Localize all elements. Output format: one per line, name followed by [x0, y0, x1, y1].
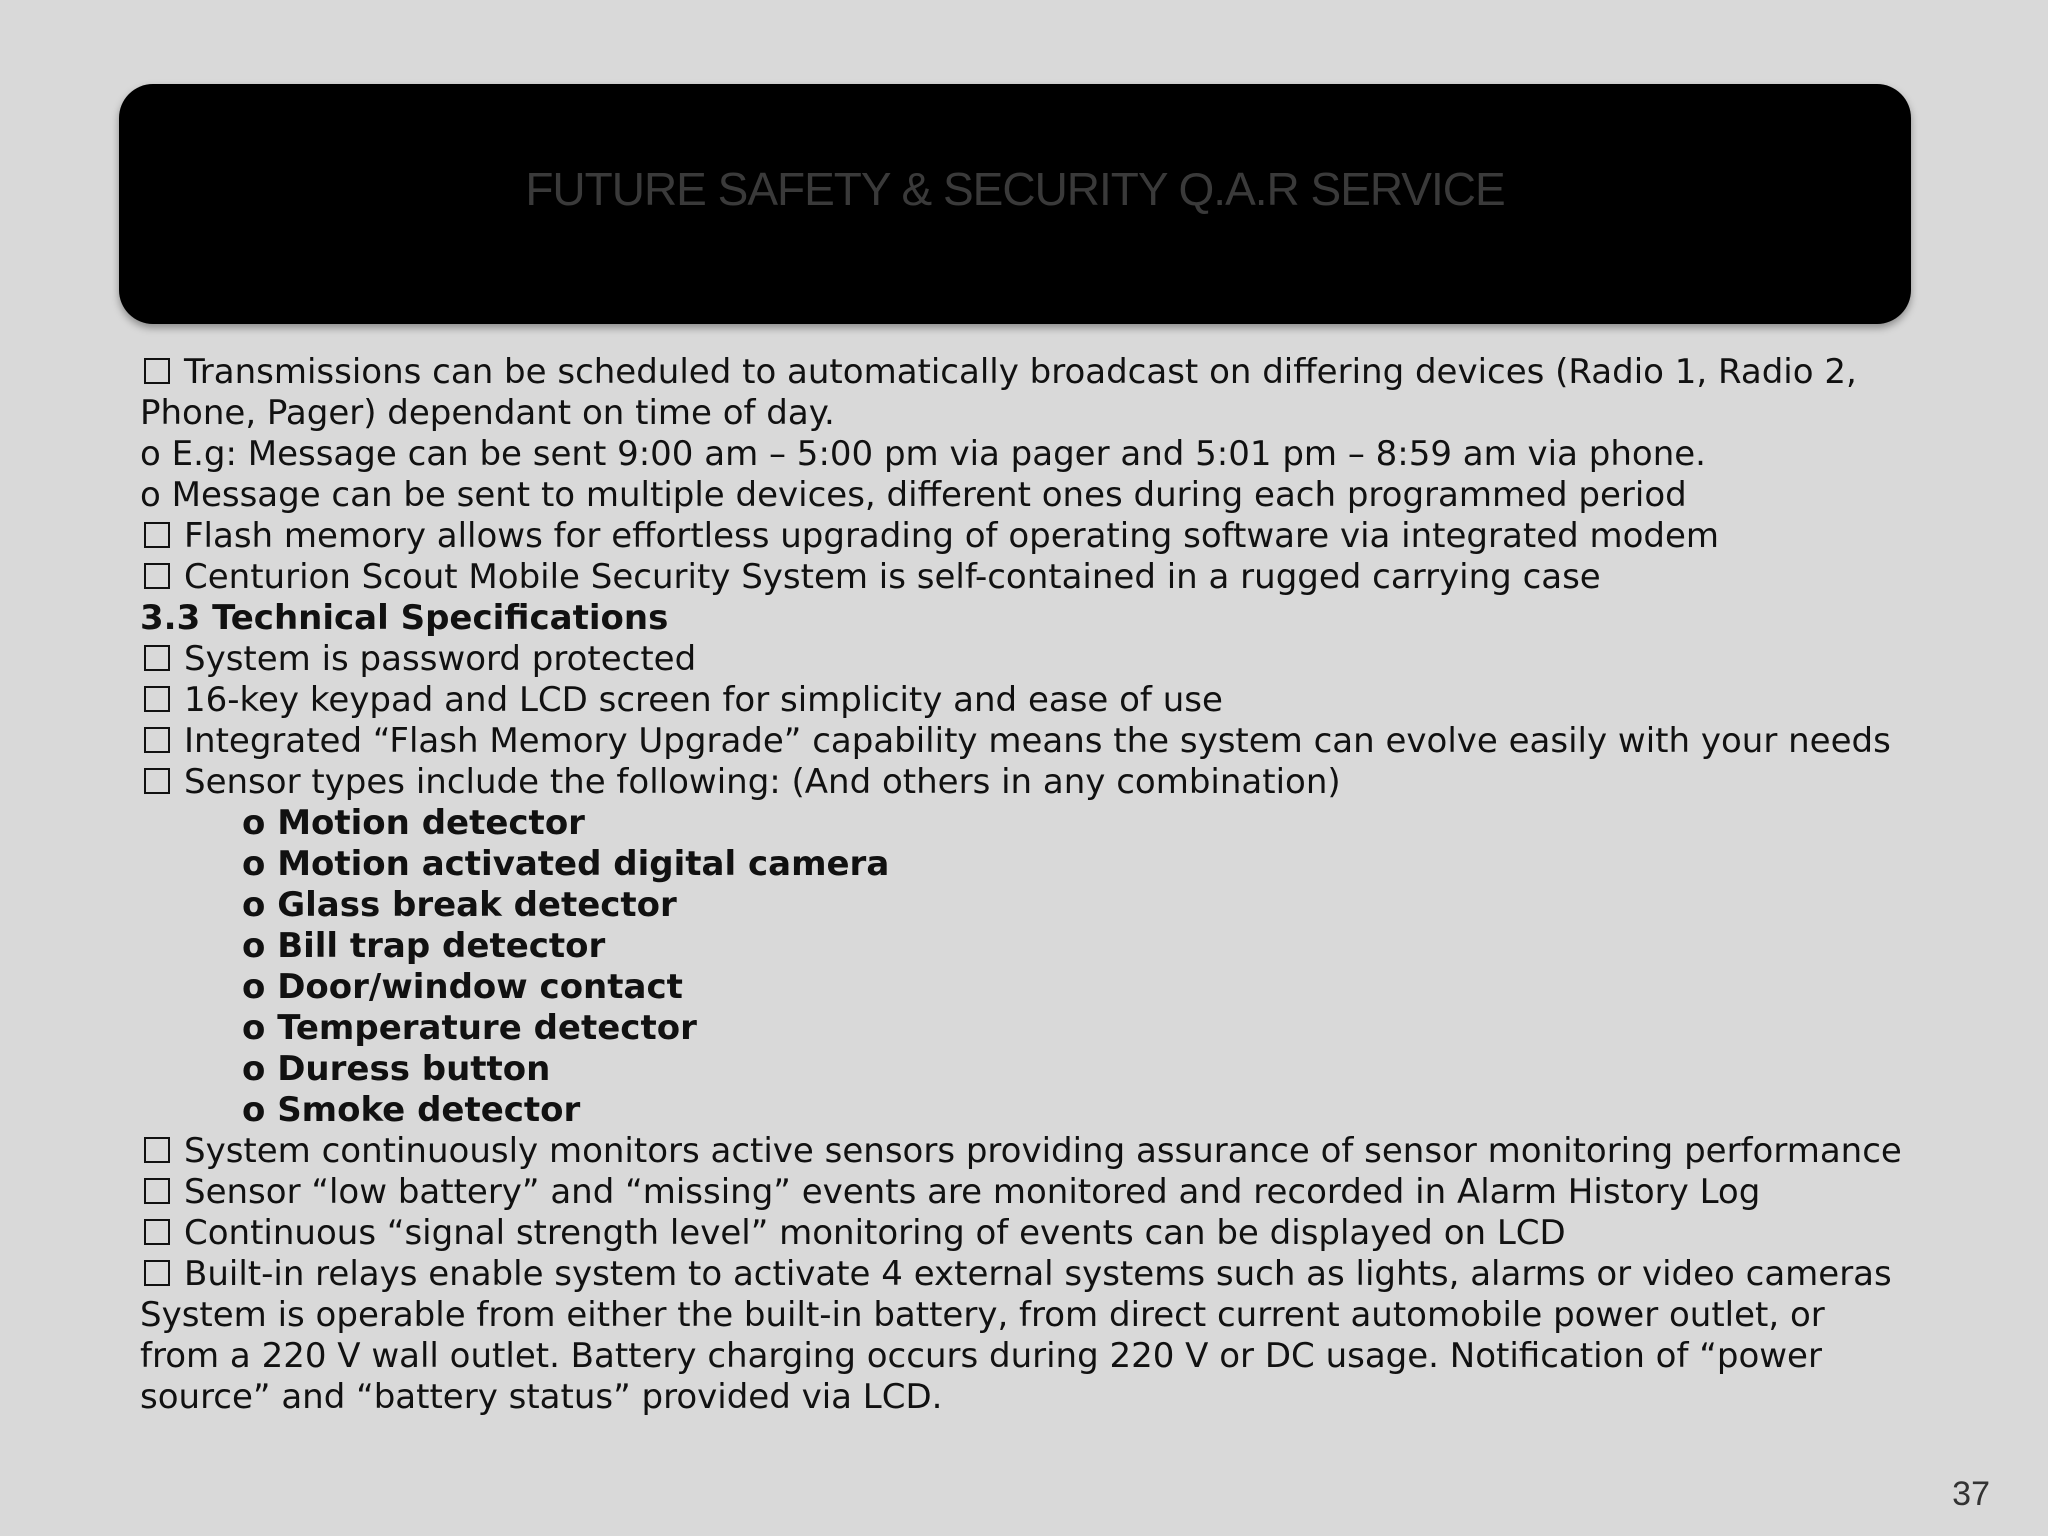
text-line: System is operable from either the built-in battery, from direct current automobile power outlet, or	[140, 1295, 1825, 1335]
sensor-item: o Bill trap detector	[242, 926, 606, 966]
bullet-line: Sensor types include the following: (And others in any combination)	[140, 762, 1920, 803]
text-line: source” and “battery status” provided via LCD.	[140, 1377, 943, 1417]
bullet-line: Sensor “low battery” and “missing” events are monitored and recorded in Alarm History Log	[140, 1172, 1920, 1213]
bullet-line: System continuously monitors active sensors providing assurance of sensor monitoring performance	[140, 1131, 1920, 1172]
bullet-line: 16-key keypad and LCD screen for simplicity and ease of use	[140, 680, 1920, 721]
checkbox-icon	[144, 727, 170, 753]
section-heading: 3.3 Technical Specifications	[140, 598, 669, 638]
text-line: Phone, Pager) dependant on time of day.	[140, 393, 835, 433]
bullet-line: System is password protected	[140, 639, 1920, 680]
checkbox-icon	[144, 522, 170, 548]
bullet-line: Built-in relays enable system to activate 4 external systems such as lights, alarms or video cameras	[140, 1254, 1920, 1295]
text-line: o Message can be sent to multiple devices, different ones during each programmed period	[140, 475, 1687, 515]
page-title: FUTURE SAFETY & SECURITY Q.A.R SERVICE	[525, 163, 1505, 215]
bullet-line: Continuous “signal strength level” monitoring of events can be displayed on LCD	[140, 1213, 1920, 1254]
body-content	[140, 352, 1920, 1418]
sensor-item: o Motion activated digital camera	[242, 844, 890, 884]
sensor-item: o Door/window contact	[242, 967, 683, 1007]
checkbox-icon	[144, 1178, 170, 1204]
checkbox-icon	[144, 1260, 170, 1286]
sensor-item: o Smoke detector	[242, 1090, 581, 1130]
header-bar	[119, 84, 1911, 324]
bullet-line: Transmissions can be scheduled to automatically broadcast on differing devices (Radio 1, Radio 2,	[140, 352, 1920, 393]
checkbox-icon	[144, 358, 170, 384]
sensor-item: o Duress button	[242, 1049, 551, 1089]
text-line: o E.g: Message can be sent 9:00 am – 5:00 pm via pager and 5:01 pm – 8:59 am via phone.	[140, 434, 1706, 474]
checkbox-icon	[144, 645, 170, 671]
checkbox-icon	[144, 686, 170, 712]
checkbox-icon	[144, 1137, 170, 1163]
checkbox-icon	[144, 768, 170, 794]
sensor-item: o Motion detector	[242, 803, 585, 843]
page-number: 37	[1952, 1475, 1990, 1513]
checkbox-icon	[144, 563, 170, 589]
bullet-line: Flash memory allows for effortless upgrading of operating software via integrated modem	[140, 516, 1920, 557]
text-line: from a 220 V wall outlet. Battery charging occurs during 220 V or DC usage. Notification of “power	[140, 1336, 1822, 1376]
sensor-item: o Temperature detector	[242, 1008, 697, 1048]
checkbox-icon	[144, 1219, 170, 1245]
sensor-item: o Glass break detector	[242, 885, 677, 925]
bullet-line: Integrated “Flash Memory Upgrade” capability means the system can evolve easily with your needs	[140, 721, 1920, 762]
bullet-line: Centurion Scout Mobile Security System is self-contained in a rugged carrying case	[140, 557, 1920, 598]
